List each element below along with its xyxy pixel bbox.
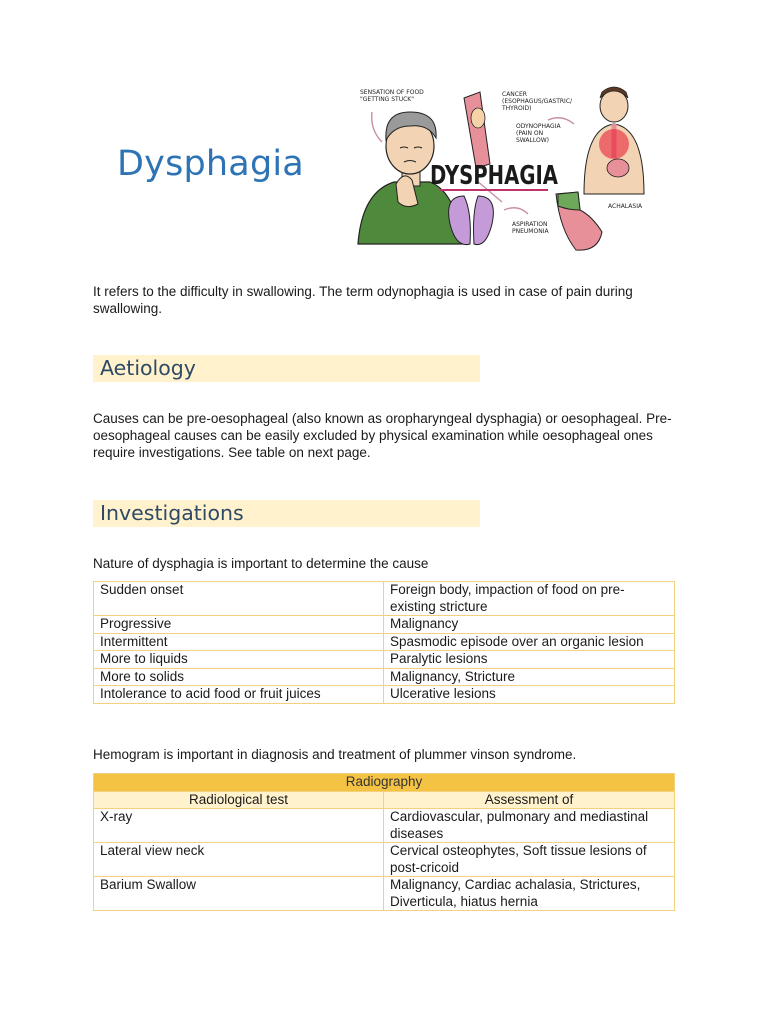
table-cell-value: Foreign body, impaction of food on pre-existing stricture [384, 582, 675, 616]
table-cell-label: More to solids [94, 668, 384, 686]
nature-table [93, 581, 675, 704]
table-cell-label: X-ray [94, 809, 384, 843]
label-cancer: THYROID) [502, 105, 532, 112]
label-aspiration-pneumonia: ASPIRATION [512, 221, 548, 228]
table-row [94, 686, 675, 704]
table-cell-value: Paralytic lesions [384, 651, 675, 669]
table-row [94, 809, 675, 843]
label-sensation-of-food: "GETTING STUCK" [360, 96, 414, 103]
table-cell-label: Intolerance to acid food or fruit juices [94, 686, 384, 704]
label-cancer: (ESOPHAGUS/GASTRIC/ [502, 98, 573, 105]
aetiology-heading: Aetiology [93, 355, 480, 382]
table-cell-value: Spasmodic episode over an organic lesion [384, 633, 675, 651]
table-cell-value: Malignancy, Cardiac achalasia, Strictures, Diverticula, hiatus hernia [384, 877, 675, 911]
table-cell-label: Progressive [94, 616, 384, 634]
table-row [94, 582, 675, 616]
label-odynophagia: ODYNOPHAGIA [516, 123, 561, 130]
aetiology-text: Causes can be pre-oesophageal (also known as oropharyngeal dysphagia) or oesophageal. Pre-oesophageal causes can be easily excluded by physical examination while oesophageal ones require investigations. See table on next page. [93, 411, 672, 460]
table-row [94, 633, 675, 651]
table-row [94, 668, 675, 686]
label-odynophagia: SWALLOW) [516, 137, 549, 144]
label-odynophagia: (PAIN ON [516, 130, 544, 137]
table-cell-value: Malignancy [384, 616, 675, 634]
investigations-heading: Investigations [93, 500, 480, 527]
table-cell-label: Barium Swallow [94, 877, 384, 911]
table-cell-label: Lateral view neck [94, 843, 384, 877]
page-title: Dysphagia [117, 144, 304, 184]
table-cell-value: Cervical osteophytes, Soft tissue lesions of post-cricoid [384, 843, 675, 877]
intro-text: It refers to the difficulty in swallowing. The term odynophagia is used in case of pain during swallowing. [93, 284, 633, 316]
table-cell-value: Malignancy, Stricture [384, 668, 675, 686]
label-achalasia: ACHALASIA [608, 203, 643, 210]
label-cancer: CANCER [502, 91, 527, 98]
label-sensation-of-food: SENSATION OF FOOD [360, 89, 424, 96]
table-cell-value: Cardiovascular, pulmonary and mediastinal diseases [384, 809, 675, 843]
label-aspiration-pneumonia: PNEUMONIA [512, 228, 549, 235]
investigations-intro: Nature of dysphagia is important to determine the cause [93, 556, 429, 571]
radiography-table [93, 773, 675, 911]
table-row [94, 616, 675, 634]
radiography-title: Radiography [94, 774, 675, 792]
radiography-column-header: Radiological test [94, 791, 384, 809]
dysphagia-illustration [352, 84, 662, 256]
table-row [94, 651, 675, 669]
table-row [94, 843, 675, 877]
table-row [94, 877, 675, 911]
table-cell-label: Sudden onset [94, 582, 384, 616]
table-cell-value: Ulcerative lesions [384, 686, 675, 704]
table-cell-label: More to liquids [94, 651, 384, 669]
radiography-column-header: Assessment of [384, 791, 675, 809]
illustration-title: DYSPHAGIA [430, 161, 558, 191]
table-cell-label: Intermittent [94, 633, 384, 651]
hemogram-text: Hemogram is important in diagnosis and treatment of plummer vinson syndrome. [93, 747, 577, 762]
